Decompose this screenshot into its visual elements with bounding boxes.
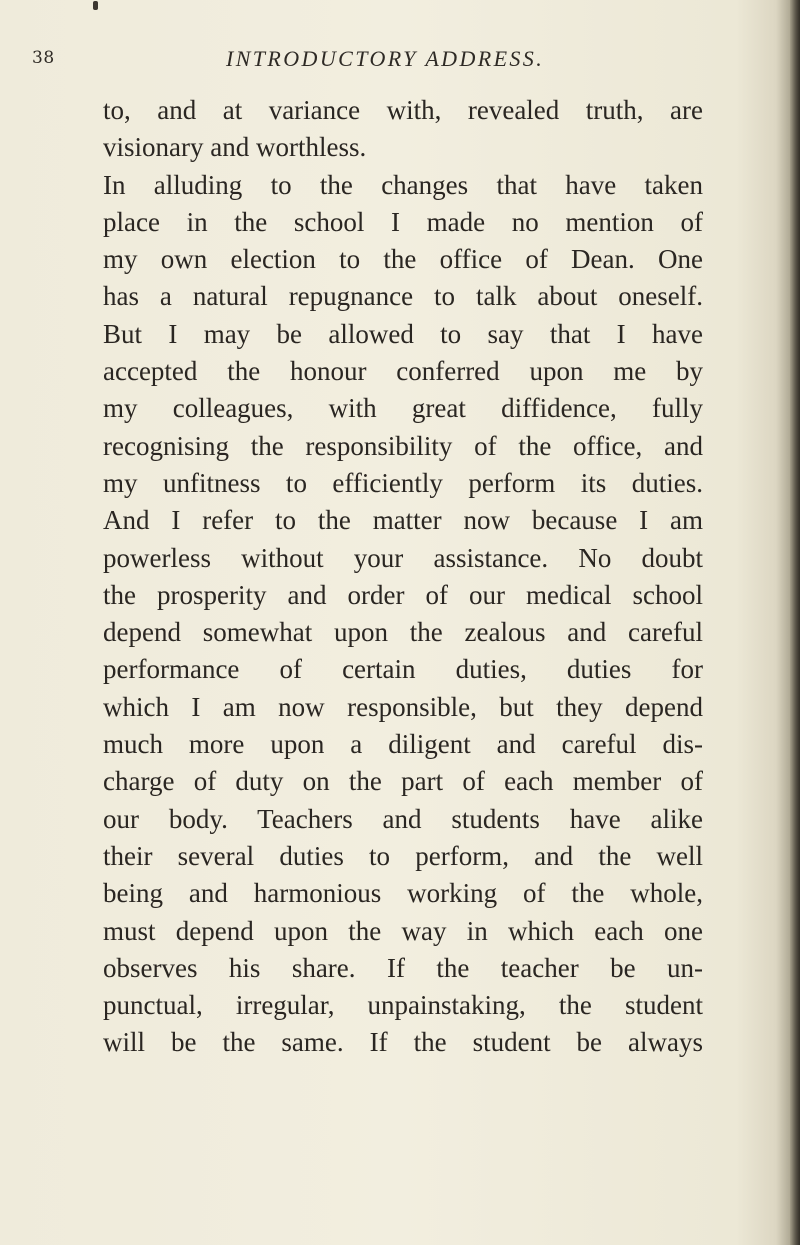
text-line: my unfitness to efficiently perform its duties. [103, 467, 703, 498]
page-number: 38 [32, 48, 55, 68]
text-line: will be the same. If the student be always [103, 1027, 703, 1058]
text-line: the prosperity and order of our medical school [103, 579, 703, 610]
binding-edge [790, 0, 800, 1245]
text-line: which I am now responsible, but they depend [103, 691, 703, 722]
text-line: performance of certain duties, duties for [103, 654, 703, 685]
text-line: has a natural repugnance to talk about oneself. [103, 281, 703, 312]
text-line: visionary and worthless. [103, 132, 367, 163]
text-line: charge of duty on the part of each member of [103, 766, 703, 797]
text-line: In alluding to the changes that have taken [103, 169, 703, 200]
text-line: depend somewhat upon the zealous and careful [103, 617, 703, 648]
text-line: observes his share. If the teacher be un- [103, 952, 703, 983]
text-line: my colleagues, with great diffidence, fully [103, 393, 703, 424]
text-line: our body. Teachers and students have alike [103, 803, 703, 834]
text-line: their several duties to perform, and the well [103, 840, 703, 871]
printer-ornament [93, 1, 98, 10]
text-line: And I refer to the matter now because I am [103, 505, 703, 536]
running-title: INTRODUCTORY ADDRESS. [226, 46, 545, 71]
text-line: recognising the responsibility of the office, and [103, 430, 703, 461]
text-line: accepted the honour conferred upon me by [103, 356, 703, 387]
text-line: punctual, irregular, unpainstaking, the student [103, 990, 703, 1021]
text-line: much more upon a diligent and careful dis- [103, 729, 703, 760]
text-line: place in the school I made no mention of [103, 206, 703, 237]
text-line: But I may be allowed to say that I have [103, 318, 703, 349]
text-line: powerless without your assistance. No doubt [103, 542, 703, 573]
text-line: to, and at variance with, revealed truth, are [103, 95, 703, 125]
text-line: must depend upon the way in which each one [103, 915, 703, 946]
text-line: being and harmonious working of the whole, [103, 878, 703, 909]
text-line: my own election to the office of Dean. One [103, 244, 703, 275]
body-text [103, 92, 703, 1062]
running-head [32, 48, 732, 82]
